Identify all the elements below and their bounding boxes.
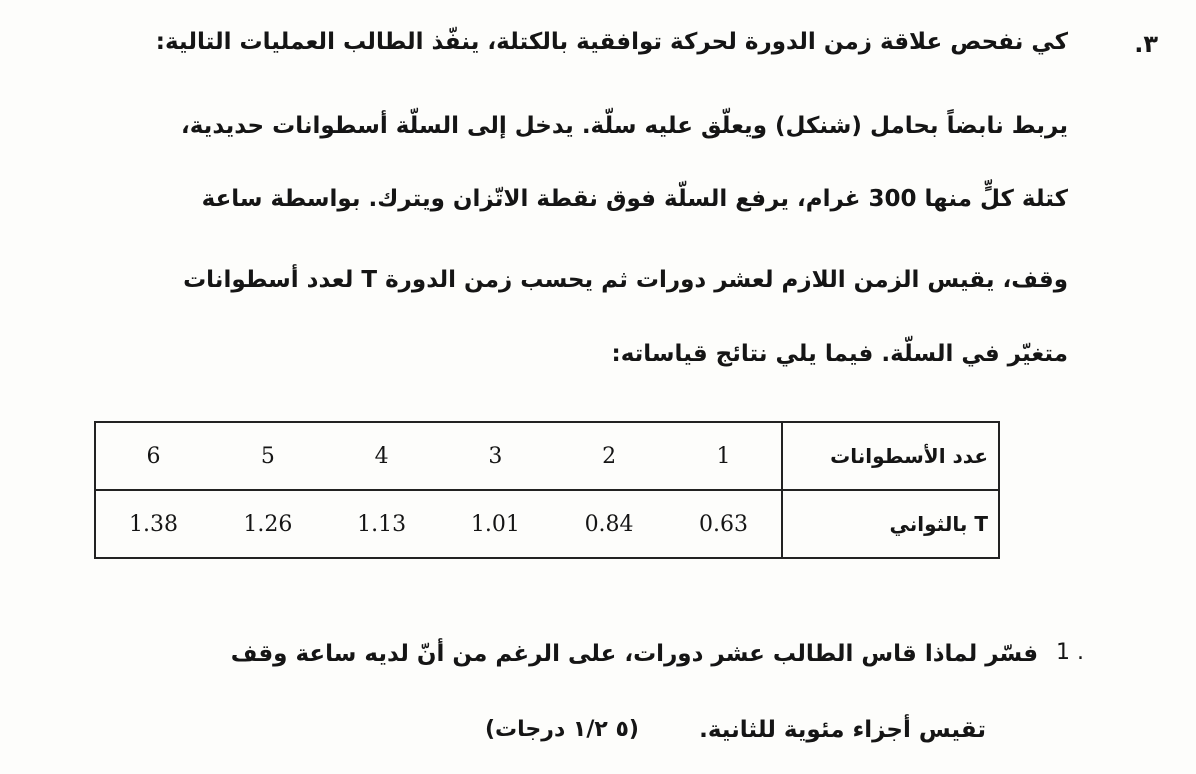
- table-cell: 1.38: [95, 490, 211, 558]
- question-line-2: يربط نابضاً بحامل (شنكل) ويعلّق عليه سلّة. يدخل إلى السلّة أسطوانات حديدية،: [181, 113, 1068, 139]
- table-cell: 4: [325, 422, 439, 490]
- subquestion-line-1: فسّر لماذا قاس الطالب عشر دورات، على الرغم من أنّ لديه ساعة وقف: [230, 641, 1038, 667]
- table-cell: 3: [438, 422, 552, 490]
- question-line-3: كتلة كلٍّ منها 300 غرام، يرفع السلّة فوق نقطة الاتّزان ويترك. بواسطة ساعة: [201, 186, 1068, 212]
- subquestion-number: 1 .: [1056, 640, 1084, 665]
- table-cell: 1.01: [438, 490, 552, 558]
- table-cell: 2: [552, 422, 666, 490]
- question-line-4: وقف، يقيس الزمن اللازم لعشر دورات ثم يحسب زمن الدورة T لعدد أسطوانات: [183, 267, 1068, 293]
- subquestion-line-2: تقيس أجزاء مئوية للثانية.: [699, 717, 986, 743]
- table-cell: 0.63: [666, 490, 782, 558]
- measurements-table: [94, 421, 1000, 559]
- table-cell: 5: [211, 422, 325, 490]
- row-header-cylinders: عدد الأسطوانات: [782, 422, 999, 490]
- table-row-cylinders: [95, 422, 999, 490]
- question-line-5: متغيّر في السلّة. فيما يلي نتائج قياساته:: [611, 341, 1068, 367]
- table-cell: 1.13: [325, 490, 439, 558]
- question-number: .٣: [1134, 30, 1158, 58]
- table-cell: 1: [666, 422, 782, 490]
- table-cell: 0.84: [552, 490, 666, 558]
- points-label: (٥ ١/٢ درجات): [485, 717, 639, 742]
- table-cell: 1.26: [211, 490, 325, 558]
- row-header-period: T بالثواني: [782, 490, 999, 558]
- question-line-1: كي نفحص علاقة زمن الدورة لحركة توافقية بالكتلة، ينفّذ الطالب العمليات التالية:: [155, 29, 1068, 55]
- table-cell: 6: [95, 422, 211, 490]
- table-row-periods: [95, 490, 999, 558]
